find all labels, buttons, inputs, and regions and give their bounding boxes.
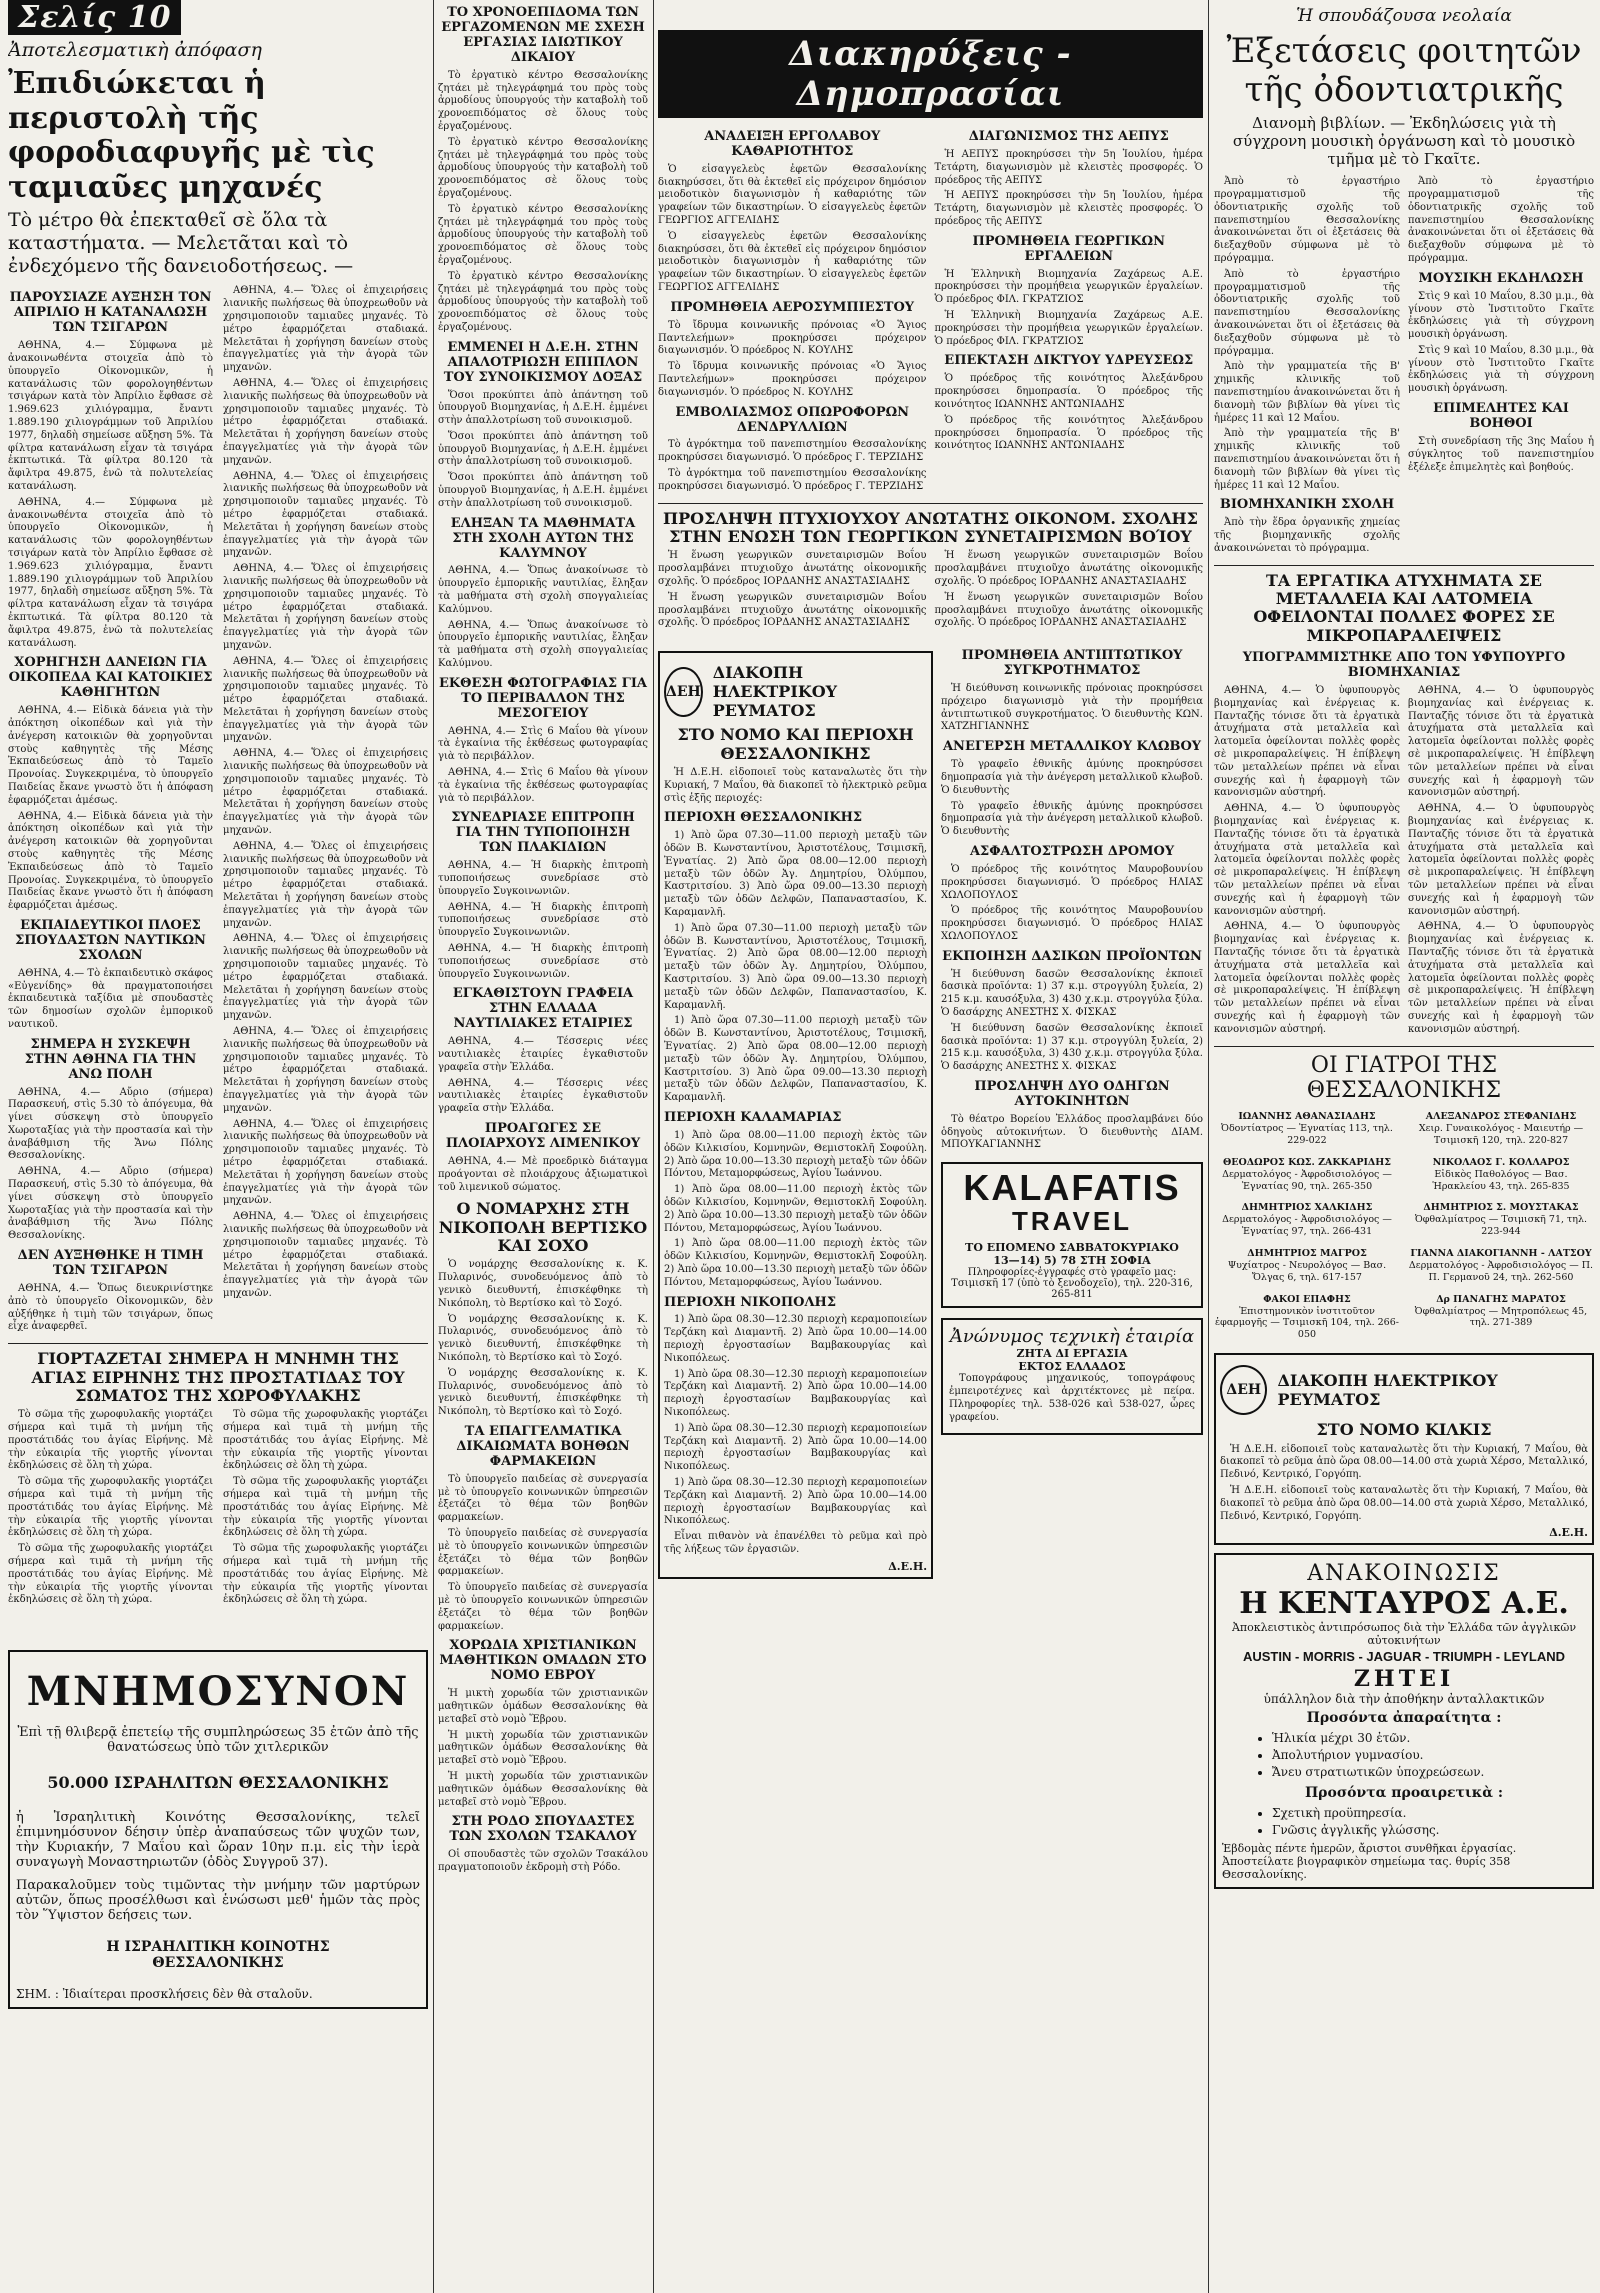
memorial-body-2: Παρακαλοῦμεν τοὺς τιμῶντας τὴν μνήμην τῶν μαρτύρων αὐτῶν, ὅπως προσέλθωσι καὶ ἑνώσωσι μεθ' ἡμῶν τὰς πρὸς τὸν Ὕψιστον δεήσεις των.	[16, 1878, 420, 1924]
memorial-signature: Η ΙΣΡΑΗΛΙΤΙΚΗ ΚΟΙΝΟΤΗΣ ΘΕΣΣΑΛΟΝΙΚΗΣ	[106, 1939, 330, 1972]
dei-notice-kilkis	[1214, 1353, 1594, 1545]
doctor-entry: ΔΗΜΗΤΡΙΟΣ ΜΑΓΡΟΣ Ψυχίατρος - Νευρολόγος — Βασ. Ὄλγας 6, τηλ. 617-157	[1227, 1248, 1387, 1283]
memorial-title: ΜΝΗΜΟΣΥΝΟΝ	[26, 1668, 410, 1716]
article-headline: ΕΓΚΑΘΙΣΤΟΥΝ ΓΡΑΦΕΙΑ ΣΤΗΝ ΕΛΛΑΔΑ ΝΑΥΤΙΛΙΑΚΕΣ ΕΤΑΙΡΙΕΣ	[452, 986, 634, 1032]
memorial-body: ἡ Ἰσραηλιτικὴ Κοινότης Θεσσαλονίκης, τελεῖ ἐπιμνημόσυνον δέησιν ὑπὲρ ἀναπαύσεως τῶν ψυχῶν των, τὴν Κυριακήν, 7 Μαΐου καὶ ὥραν 10ην π.μ. εἰς τὴν ἱερὰ συναγωγὴ Μοναστηριωτῶν (ὁδὸς Συγγροῦ 37).	[16, 1810, 420, 1871]
col5-left	[1214, 176, 1400, 558]
kalafatis-line-1: ΤΟ ΕΠΟΜΕΝΟ ΣΑΒΒΑΤΟΚΥΡΙΑΚΟ	[965, 1241, 1179, 1255]
list-item: • Ἄνευ στρατιωτικῶν ὑποχρεώσεων.	[1272, 1764, 1586, 1781]
top-right-kicker: Ἡ σπουδάζουσα νεολαία	[1296, 6, 1512, 26]
tender-text: Ἡ ΑΕΠΥΣ προκηρύσσει τὴν 5η Ἰουλίου, ἡμέρα Τετάρτη, διαγωνισμὸν μὲ κλειστὲς προσφορές. Ὁ πρόεδρος τῆς ΑΕΠΥΣ Ἡ ΑΕΠΥΣ προκηρύσσει τὴν 5η Ἰουλίου, ἡμέρα Τετάρτη, διαγωνισμὸν μὲ κλειστὲς προσφορές. Ὁ πρόεδρος τῆς ΑΕΠΥΣ	[934, 148, 1203, 227]
article-headline: ΔΕΝ ΑΥΞΗΘΗΚΕ Η ΤΙΜΗ ΤΩΝ ΤΣΙΓΑΡΩΝ	[17, 1248, 204, 1278]
article-text: ΑΘΗΝΑ, 4.— Σύμφωνα μὲ ἀνακοινωθέντα στοιχεῖα ἀπὸ τὸ ὑπουργεῖο Οἰκονομικῶν, ἡ κατανάλωσις τῶν φορολογηθέντων τσιγάρων κατὰ τὸν Ἀπρίλιο ἔφθασε σὲ 1.969.623 χιλιόγραμμα, ἔναντι 1.889.190 χιλιογράμμων τοῦ Ἀπριλίου 1977, δηλαδὴ σημείωσε αὔξηση 5%. Τὰ φίλτρα κατανάλωση εἶχαν τὰ τσιγάρα ἐκπτωτικά. Τὰ φίλτρα 80.120 τὰ ἄφιλτρα 49.875, ἐνῶ τὰ πολυτελείας κατανάλωση. ΑΘΗΝΑ, 4.— Σύμφωνα μὲ ἀνακοινωθέντα στοιχεῖα ἀπὸ τὸ ὑπουργεῖο Οἰκονομικῶν, ἡ κατανάλωσις τῶν φορολογηθέντων τσιγάρων κατὰ τὸν Ἀπρίλιο ἔφθασε σὲ 1.969.623 χιλιόγραμμα, ἔναντι 1.889.190 χιλιογράμμων τοῦ Ἀπριλίου 1977, δηλαδὴ σημείωσε αὔξηση 5%. Τὰ φίλτρα κατανάλωση εἶχαν τὰ τσιγάρα ἐκπτωτικά. Τὰ φίλτρα 80.120 τὰ ἄφιλτρα 49.875, ἐνῶ τὰ πολυτελείας κατανάλωση.	[8, 340, 213, 649]
tender-headline: ΠΡΟΜΗΘΕΙΑ ΑΝΤΙΠΤΩΤΙΚΟΥ ΣΥΓΚΡΟΤΗΜΑΤΟΣ	[961, 648, 1183, 679]
kentavros-brands: AUSTIN - MORRIS - JAGUAR - TRIUMPH - LEYLAND	[1242, 1649, 1566, 1665]
column-2	[438, 0, 648, 2293]
memorial-count: 50.000 ΙΣΡΑΗΛΙΤΩΝ ΘΕΣΣΑΛΟΝΙΚΗΣ	[47, 1773, 389, 1793]
tenders-col-c	[941, 643, 1203, 1587]
article-text: ΑΘΗΝΑ, 4.— Μὲ προεδρικὸ διάταγμα προάγονται σὲ πλοιάρχους ἀξιωματικοὶ τοῦ λιμενικοῦ σώματος.	[438, 1155, 648, 1193]
accidents-headline: ΤΑ ΕΡΓΑΤΙΚΑ ΑΤΥΧΗΜΑΤΑ ΣΕ ΜΕΤΑΛΛΕΙΑ ΚΑΙ ΛΑΤΟΜΕΙΑ ΟΦΕΙΛΟΝΤΑΙ ΠΟΛΛΕΣ ΦΟΡΕΣ ΣΕ ΜΙΚΡΟΠΑΡΑΛΕΙΨΕΙΣ	[1253, 570, 1555, 645]
dei-region-text: 1) Ἀπὸ ὥρα 08.00—11.00 περιοχὴ ἐκτὸς τῶν ὁδῶν Κιλκισίου, Κομνηνῶν, Θεμιστοκλῆ Σοφούλη. 2) Ἀπὸ ὥρα 10.00—13.30 περιοχὴ μεταξὺ τῶν ὁδῶν Πόντου, Μεταμορφώσεως, Ἀγίου Ἰωάννου. 1) Ἀπὸ ὥρα 08.00—11.00 περιοχὴ ἐκτὸς τῶν ὁδῶν Κιλκισίου, Κομνηνῶν, Θεμιστοκλῆ Σοφούλη. 2) Ἀπὸ ὥρα 10.00—13.30 περιοχὴ μεταξὺ τῶν ὁδῶν Πόντου, Μεταμορφώσεως, Ἀγίου Ἰωάννου. 1) Ἀπὸ ὥρα 08.00—11.00 περιοχὴ ἐκτὸς τῶν ὁδῶν Κιλκισίου, Κομνηνῶν, Θεμιστοκλῆ Σοφούλη. 2) Ἀπὸ ὥρα 10.00—13.30 περιοχὴ μεταξὺ τῶν ὁδῶν Πόντου, Μεταμορφώσεως, Ἀγίου Ἰωάννου.	[664, 1129, 928, 1288]
article-text: ΑΘΗΝΑ, 4.— Αὔριο (σήμερα) Παρασκευή, στὶς 5.30 τὸ ἀπόγευμα, θὰ γίνει σύσκεψη στὸ ὑπουργεῖο Χωροταξίας γιὰ τὴν προστασία καὶ τὴν ἀναβάθμιση τῆς Ἄνω Πόλης Θεσσαλονίκης. ΑΘΗΝΑ, 4.— Αὔριο (σήμερα) Παρασκευή, στὶς 5.30 τὸ ἀπόγευμα, θὰ γίνει σύσκεψη στὸ ὑπουργεῖο Χωροταξίας γιὰ τὴν προστασία καὶ τὴν ἀναβάθμιση τῆς Ἄνω Πόλης Θεσσαλονίκης.	[8, 1086, 213, 1242]
article-text: ΑΘΗΝΑ, 4.— Τὸ ἐκπαιδευτικὸ σκάφος «Εὐγενίδης» θὰ πραγματοποιήσει ἐκπαιδευτικὰ ταξίδια μὲ σπουδαστὲς τῶν δημοσίων σχολῶν ἐμπορικοῦ ναυτικοῦ.	[8, 967, 213, 1030]
article-headline: ΠΑΡΟΥΣΙΑΖΕ ΑΥΞΗΣΗ ΤΟΝ ΑΠΡΙΛΙΟ Η ΚΑΤΑΝΑΛΩΣΗ ΤΩΝ ΤΣΙΓΑΡΩΝ	[9, 290, 212, 336]
kalafatis-name: KALAFATIS	[963, 1167, 1181, 1209]
kentavros-role: ὑπάλληλον διὰ τὴν ἀποθήκην ἀνταλλακτικῶν	[1263, 1692, 1545, 1707]
tender-text: Ἡ διεύθυνση κοινωνικῆς πρόνοιας προκηρύσσει πρόχειρο διαγωνισμὸ γιὰ τὴν προμήθεια ἀντιπτωτικοῦ συγκροτήματος. Ὁ διευθυντὴς ΚΩΝ. ΧΑΤΖΗΓΙΑΝΝΗΣ	[941, 683, 1203, 733]
doctors-list	[1214, 1107, 1594, 1345]
dei-box	[658, 651, 933, 1579]
kentavros-req-list	[1232, 1730, 1586, 1780]
doctor-entry: ΔΗΜΗΤΡΙΟΣ ΧΑΛΚΙΔΗΣ Δερματολόγος - Ἀφροδισιολόγος — Ἐγνατίας 97, τηλ. 266-431	[1222, 1202, 1392, 1238]
kalafatis-travel-ad	[941, 1162, 1203, 1308]
article-text: Ἀπὸ τὸ ἐργαστήριο προγραμματισμοῦ τῆς ὀδοντιατρικῆς σχολῆς τοῦ πανεπιστημίου Θεσσαλονίκης ἀνακοινώνεται ὅτι οἱ ἐξετάσεις θὰ διεξαχθοῦν σύμφωνα μὲ τὸ πρόγραμμα. Ἀπὸ τὸ ἐργαστήριο προγραμματισμοῦ τῆς ὀδοντιατρικῆς σχολῆς τοῦ πανεπιστημίου Θεσσαλονίκης ἀνακοινώνεται ὅτι οἱ ἐξετάσεις θὰ διεξαχθοῦν σύμφωνα μὲ τὸ πρόγραμμα. Ἀπὸ τὴν γραμματεία τῆς Β' χημικῆς κλινικῆς τοῦ πανεπιστημίου ἀνακοινώνεται ὅτι ἡ διανομὴ τῶν βιβλίων θὰ γίνει τὶς ἡμέρες 11 καὶ 12 Μαΐου. Ἀπὸ τὴν γραμματεία τῆς Β' χημικῆς κλινικῆς τοῦ πανεπιστημίου ἀνακοινώνεται ὅτι ἡ διανομὴ τῶν βιβλίων θὰ γίνει τὶς ἡμέρες 11 καὶ 12 Μαΐου.	[1214, 176, 1400, 491]
article-headline: ΕΛΗΞΑΝ ΤΑ ΜΑΘΗΜΑΤΑ ΣΤΗ ΣΧΟΛΗ ΑΥΤΩΝ ΤΗΣ ΚΑΛΥΜΝΟΥ	[450, 515, 636, 561]
tenders-section	[658, 0, 1203, 2293]
col5-right	[1408, 176, 1594, 558]
dei-title: ΔΙΑΚΟΠΗ ΗΛΕΚΤΡΙΚΟΥ ΡΕΥΜΑΤΟΣ	[712, 663, 838, 721]
list-item: • Σχετικὴ προϋπηρεσία.	[1272, 1805, 1586, 1822]
article-headline: ΧΟΡΗΓΗΣΗ ΔΑΝΕΙΩΝ ΓΙΑ ΟΙΚΟΠΕΔΑ ΚΑΙ ΚΑΤΟΙΚΙΕΣ ΚΑΘΗΓΗΤΩΝ	[8, 655, 213, 701]
article-headline: ΣΗΜΕΡΑ Η ΣΥΣΚΕΨΗ ΣΤΗΝ ΑΘΗΝΑ ΓΙΑ ΤΗΝ ΑΝΩ ΠΟΛΗ	[24, 1036, 197, 1082]
tender-text: Ἡ Ἑλληνικὴ Βιομηχανία Ζαχάρεως Α.Ε. προκηρύσσει τὴν προμήθεια γεωργικῶν ἐργαλείων. Ὁ πρόεδρος ΦΙΛ. ΓΚΡΑΤΖΙΟΣ Ἡ Ἑλληνικὴ Βιομηχανία Ζαχάρεως Α.Ε. προκηρύσσει τὴν προμήθεια γεωργικῶν ἐργαλείων. Ὁ πρόεδρος ΦΙΛ. ΓΚΡΑΤΖΙΟΣ	[934, 268, 1203, 347]
tender-text: Ὁ πρόεδρος τῆς κοινότητος Μαυροβουνίου προκηρύσσει διαγωνισμό. Ὁ πρόεδρος ΗΛΙΑΣ ΧΩΛΟΠΟΥΛΟΣ Ὁ πρόεδρος τῆς κοινότητος Μαυροβουνίου προκηρύσσει διαγωνισμό. Ὁ πρόεδρος ΗΛΙΑΣ ΧΩΛΟΠΟΥΛΟΣ	[941, 863, 1203, 942]
article-text: Ἀπὸ τὸ ἐργαστήριο προγραμματισμοῦ τῆς ὀδοντιατρικῆς σχολῆς τοῦ πανεπιστημίου Θεσσαλονίκης ἀνακοινώνεται ὅτι οἱ ἐξετάσεις θὰ διεξαχθοῦν σύμφωνα μὲ τὸ πρόγραμμα.	[1408, 176, 1594, 264]
kentavros-opt-list	[1232, 1805, 1586, 1839]
article-text: ΑΘΗΝΑ, 4.— Εἰδικὰ δάνεια γιὰ τὴν ἀπόκτηση οἰκοπέδων καὶ γιὰ τὴν ἀνέγερση κατοικιῶν θὰ χορηγοῦνται στοὺς καθηγητὲς τῆς Μέσης Ἐκπαιδεύσεως ἀπὸ τὸ Ταμεῖο Προνοίας. Συγκεκριμένα, τὸ ὑπουργεῖο Παιδείας ἔκανε γνωστὸ ὅτι ἡ ἀπόφαση ἐφαρμόζεται ἀμέσως. ΑΘΗΝΑ, 4.— Εἰδικὰ δάνεια γιὰ τὴν ἀπόκτηση οἰκοπέδων καὶ γιὰ τὴν ἀνέγερση κατοικιῶν θὰ χορηγοῦνται στοὺς καθηγητὲς τῆς Μέσης Ἐκπαιδεύσεως ἀπὸ τὸ Ταμεῖο Προνοίας. Συγκεκριμένα, τὸ ὑπουργεῖο Παιδείας ἔκανε γνωστὸ ὅτι ἡ ἀπόφαση ἐφαρμόζεται ἀμέσως.	[8, 705, 213, 912]
article-text: Ἡ μικτὴ χορωδία τῶν χριστιανικῶν μαθητικῶν ὁμάδων Θεσσαλονίκης θὰ μεταβεῖ στὸ νομὸ Ἕβρου. Ἡ μικτὴ χορωδία τῶν χριστιανικῶν μαθητικῶν ὁμάδων Θεσσαλονίκης θὰ μεταβεῖ στὸ νομὸ Ἕβρου. Ἡ μικτὴ χορωδία τῶν χριστιανικῶν μαθητικῶν ὁμάδων Θεσσαλονίκης θὰ μεταβεῖ στὸ νομὸ Ἕβρου.	[438, 1688, 648, 1808]
memorial-intro: Ἐπὶ τῇ θλιβερᾷ ἐπετείῳ τῆς συμπληρώσεως 35 ἐτῶν ἀπὸ τῆς θανατώσεως ὑπὸ τῶν χιτλερικῶν	[17, 1725, 419, 1756]
article-text: Ὁ νομάρχης Θεσσαλονίκης κ. Κ. Πυλαρινός, συνοδευόμενος ἀπὸ τὸ γενικὸ διευθυντή, ἐπισκέφθηκε τὴ Νικόπολη, τὸ Βερτίσκο καὶ τὸ Σοχό. Ὁ νομάρχης Θεσσαλονίκης κ. Κ. Πυλαρινός, συνοδευόμενος ἀπὸ τὸ γενικὸ διευθυντή, ἐπισκέφθηκε τὴ Νικόπολη, τὸ Βερτίσκο καὶ τὸ Σοχό. Ὁ νομάρχης Θεσσαλονίκης κ. Κ. Πυλαρινός, συνοδευόμενος ἀπὸ τὸ γενικὸ διευθυντή, ἐπισκέφθηκε τὴ Νικόπολη, τὸ Βερτίσκο καὶ τὸ Σοχό.	[438, 1259, 648, 1418]
article-text: ΑΘΗΝΑ, 4.— Ὅλες οἱ ἐπιχειρήσεις λιανικῆς πωλήσεως θὰ ὑποχρεωθοῦν νὰ χρησιμοποιοῦν ταμιαῦες μηχανές. Τὸ μέτρο ἐφαρμόζεται σταδιακά. Μελετᾶται ἡ χορήγηση δανείων στοὺς ἐπαγγελματίες γιὰ τὴν ἀγορὰ τῶν μηχανῶν. ΑΘΗΝΑ, 4.— Ὅλες οἱ ἐπιχειρήσεις λιανικῆς πωλήσεως θὰ ὑποχρεωθοῦν νὰ χρησιμοποιοῦν ταμιαῦες μηχανές. Τὸ μέτρο ἐφαρμόζεται σταδιακά. Μελετᾶται ἡ χορήγηση δανείων στοὺς ἐπαγγελματίες γιὰ τὴν ἀγορὰ τῶν μηχανῶν. ΑΘΗΝΑ, 4.— Ὅλες οἱ ἐπιχειρήσεις λιανικῆς πωλήσεως θὰ ὑποχρεωθοῦν νὰ χρησιμοποιοῦν ταμιαῦες μηχανές. Τὸ μέτρο ἐφαρμόζεται σταδιακά. Μελετᾶται ἡ χορήγηση δανείων στοὺς ἐπαγγελματίες γιὰ τὴν ἀγορὰ τῶν μηχανῶν. ΑΘΗΝΑ, 4.— Ὅλες οἱ ἐπιχειρήσεις λιανικῆς πωλήσεως θὰ ὑποχρεωθοῦν νὰ χρησιμοποιοῦν ταμιαῦες μηχανές. Τὸ μέτρο ἐφαρμόζεται σταδιακά. Μελετᾶται ἡ χορήγηση δανείων στοὺς ἐπαγγελματίες γιὰ τὴν ἀγορὰ τῶν μηχανῶν. ΑΘΗΝΑ, 4.— Ὅλες οἱ ἐπιχειρήσεις λιανικῆς πωλήσεως θὰ ὑποχρεωθοῦν νὰ χρησιμοποιοῦν ταμιαῦες μηχανές. Τὸ μέτρο ἐφαρμόζεται σταδιακά. Μελετᾶται ἡ χορήγηση δανείων στοὺς ἐπαγγελματίες γιὰ τὴν ἀγορὰ τῶν μηχανῶν. ΑΘΗΝΑ, 4.— Ὅλες οἱ ἐπιχειρήσεις λιανικῆς πωλήσεως θὰ ὑποχρεωθοῦν νὰ χρησιμοποιοῦν ταμιαῦες μηχανές. Τὸ μέτρο ἐφαρμόζεται σταδιακά. Μελετᾶται ἡ χορήγηση δανείων στοὺς ἐπαγγελματίες γιὰ τὴν ἀγορὰ τῶν μηχανῶν. ΑΘΗΝΑ, 4.— Ὅλες οἱ ἐπιχειρήσεις λιανικῆς πωλήσεως θὰ ὑποχρεωθοῦν νὰ χρησιμοποιοῦν ταμιαῦες μηχανές. Τὸ μέτρο ἐφαρμόζεται σταδιακά. Μελετᾶται ἡ χορήγηση δανείων στοὺς ἐπαγγελματίες γιὰ τὴν ἀγορὰ τῶν μηχανῶν. ΑΘΗΝΑ, 4.— Ὅλες οἱ ἐπιχειρήσεις λιανικῆς πωλήσεως θὰ ὑποχρεωθοῦν νὰ χρησιμοποιοῦν ταμιαῦες μηχανές. Τὸ μέτρο ἐφαρμόζεται σταδιακά. Μελετᾶται ἡ χορήγηση δανείων στοὺς ἐπαγγελματίες γιὰ τὴν ἀγορὰ τῶν μηχανῶν. ΑΘΗΝΑ, 4.— Ὅλες οἱ ἐπιχειρήσεις λιανικῆς πωλήσεως θὰ ὑποχρεωθοῦν νὰ χρησιμοποιοῦν ταμιαῦες μηχανές. Τὸ μέτρο ἐφαρμόζεται σταδιακά. Μελετᾶται ἡ χορήγηση δανείων στοὺς ἐπαγγελματίες γιὰ τὴν ἀγορὰ τῶν μηχανῶν. ΑΘΗΝΑ, 4.— Ὅλες οἱ ἐπιχειρήσεις λιανικῆς πωλήσεως θὰ ὑποχρεωθοῦν νὰ χρησιμοποιοῦν ταμιαῦες μηχανές. Τὸ μέτρο ἐφαρμόζεται σταδιακά. Μελετᾶται ἡ χορήγηση δανείων στοὺς ἐπαγγελματίες γιὰ τὴν ἀγορὰ τῶν μηχανῶν. ΑΘΗΝΑ, 4.— Ὅλες οἱ ἐπιχειρήσεις λιανικῆς πωλήσεως θὰ ὑποχρεωθοῦν νὰ χρησιμοποιοῦν ταμιαῦες μηχανές. Τὸ μέτρο ἐφαρμόζεται σταδιακά. Μελετᾶται ἡ χορήγηση δανείων στοὺς ἐπαγγελματίες γιὰ τὴν ἀγορὰ τῶν μηχανῶν.	[223, 285, 428, 1299]
article-headline: ΕΚΘΕΣΗ ΦΩΤΟΓΡΑΦΙΑΣ ΓΙΑ ΤΟ ΠΕΡΙΒΑΛΛΟΝ ΤΗΣ ΜΕΣΟΓΕΙΟΥ	[438, 675, 648, 721]
article-text: ΑΘΗΝΑ, 4.— Στὶς 6 Μαΐου θὰ γίνουν τὰ ἐγκαίνια τῆς ἐκθέσεως φωτογραφίας γιὰ τὸ περιβάλλον. ΑΘΗΝΑ, 4.— Στὶς 6 Μαΐου θὰ γίνουν τὰ ἐγκαίνια τῆς ἐκθέσεως φωτογραφίας γιὰ τὸ περιβάλλον.	[438, 725, 648, 804]
kentavros-zitei: ΖΗΤΕΙ	[1353, 1666, 1455, 1693]
tenders-banner: Διακηρύξεις - Δημοπρασίαι	[658, 30, 1203, 118]
kentavros-req-heading: Προσόντα ἀπαραίτητα :	[1306, 1710, 1502, 1727]
dei-header	[1220, 1365, 1588, 1415]
kentavros-company: Η ΚΕΝΤΑΥΡΟΣ Α.Ε.	[1239, 1586, 1569, 1622]
article-headline: ΓΙΟΡΤΑΖΕΤΑΙ ΣΗΜΕΡΑ Η ΜΝΗΜΗ ΤΗΣ ΑΓΙΑΣ ΕΙΡΗΝΗΣ ΤΗΣ ΠΡΟΣΤΑΤΙΔΑΣ ΤΟΥ ΣΩΜΑΤΟΣ ΤΗΣ ΧΩΡΟΦΥΛΑΚΗΣ	[31, 1349, 405, 1405]
dei-title: ΔΙΑΚΟΠΗ ΗΛΕΚΤΡΙΚΟΥ ΡΕΥΜΑΤΟΣ	[1277, 1371, 1498, 1410]
dei-region-text: 1) Ἀπὸ ὥρα 07.30—11.00 περιοχὴ μεταξὺ τῶν ὁδῶν Β. Κωνσταντίνου, Ἀριστοτέλους, Τσιμισκῆ, Ἐγνατίας. 2) Ἀπὸ ὥρα 08.00—12.00 περιοχὴ μεταξὺ τῶν ὁδῶν Ἀγ. Δημητρίου, Ὀλύμπου, Καστριτσίου. 3) Ἀπὸ ὥρα 09.00—13.30 περιοχὴ μεταξὺ τῶν ὁδῶν Δελφῶν, Παπαναστασίου, Κ. Καραμανλῆ. 1) Ἀπὸ ὥρα 07.30—11.00 περιοχὴ μεταξὺ τῶν ὁδῶν Β. Κωνσταντίνου, Ἀριστοτέλους, Τσιμισκῆ, Ἐγνατίας. 2) Ἀπὸ ὥρα 08.00—12.00 περιοχὴ μεταξὺ τῶν ὁδῶν Ἀγ. Δημητρίου, Ὀλύμπου, Καστριτσίου. 3) Ἀπὸ ὥρα 09.00—13.30 περιοχὴ μεταξὺ τῶν ὁδῶν Δελφῶν, Παπαναστασίου, Κ. Καραμανλῆ. 1) Ἀπὸ ὥρα 07.30—11.00 περιοχὴ μεταξὺ τῶν ὁδῶν Β. Κωνσταντίνου, Ἀριστοτέλους, Τσιμισκῆ, Ἐγνατίας. 2) Ἀπὸ ὥρα 08.00—12.00 περιοχὴ μεταξὺ τῶν ὁδῶν Ἀγ. Δημητρίου, Ὀλύμπου, Καστριτσίου. 3) Ἀπὸ ὥρα 09.00—13.30 περιοχὴ μεταξὺ τῶν ὁδῶν Δελφῶν, Παπαναστασίου, Κ. Καραμανλῆ.	[664, 830, 928, 1104]
anon-title: Ἀνώνυμος τεχνικὴ ἑταιρία	[949, 1326, 1195, 1348]
doctor-entry: ΙΩΑΝΝΗΣ ΑΘΑΝΑΣΙΑΔΗΣ Ὀδοντίατρος — Ἐγνατίας 113, τηλ. 229-022	[1221, 1111, 1393, 1146]
tender-headline: ΔΙΑΓΩΝΙΣΜΟΣ ΤΗΣ ΑΕΠΥΣ	[968, 129, 1169, 144]
article-headline: Ο ΝΟΜΑΡΧΗΣ ΣΤΗ ΝΙΚΟΠΟΛΗ ΒΕΡΤΙΣΚΟ ΚΑΙ ΣΟΧΟ	[438, 1199, 648, 1256]
article-text: Τὸ ἐργατικὸ κέντρο Θεσσαλονίκης ζητάει μὲ τηλεγράφημά του πρὸς τοὺς ἁρμοδίους ὑπουργούς τὴν καταβολὴ τοῦ χρονοεπιδόματος σὲ ὅλους τοὺς ἐργαζομένους. Τὸ ἐργατικὸ κέντρο Θεσσαλονίκης ζητάει μὲ τηλεγράφημά του πρὸς τοὺς ἁρμοδίους ὑπουργούς τὴν καταβολὴ τοῦ χρονοεπιδόματος σὲ ὅλους τοὺς ἐργαζομένους. Τὸ ἐργατικὸ κέντρο Θεσσαλονίκης ζητάει μὲ τηλεγράφημά του πρὸς τοὺς ἁρμοδίους ὑπουργούς τὴν καταβολὴ τοῦ χρονοεπιδόματος σὲ ὅλους τοὺς ἐργαζομένους. Τὸ ἐργατικὸ κέντρο Θεσσαλονίκης ζητάει μὲ τηλεγράφημά του πρὸς τοὺς ἁρμοδίους ὑπουργούς τὴν καταβολὴ τοῦ χρονοεπιδόματος σὲ ὅλους τοὺς ἐργαζομένους.	[438, 69, 648, 333]
col1-right	[223, 285, 428, 1337]
article-headline: ΜΟΥΣΙΚΗ ΕΚΔΗΛΩΣΗ	[1418, 270, 1584, 286]
doctor-entry: ΓΙΑΝΝΑ ΔΙΑΚΟΓΙΑΝΝΗ - ΛΑΤΣΟΥ Δερματολόγος - Ἀφροδισιολόγος — Π. Π. Γερμανοῦ 24, τηλ. 262-560	[1408, 1248, 1594, 1283]
col1-left	[8, 285, 213, 1337]
doctor-entry: ΘΕΟΔΩΡΟΣ ΚΩΣ. ΖΑΚΚΑΡΙΔΗΣ Δερματολόγος - Ἀφροδισιολόγος — Ἐγνατίας 90, τηλ. 265-350	[1222, 1156, 1392, 1192]
article-headline: ΒΙΟΜΗΧΑΝΙΚΗ ΣΧΟΛΗ	[1219, 497, 1395, 513]
dei-logo-icon: ΔΕΗ	[664, 667, 703, 717]
tender-headline: ΠΡΟΜΗΘΕΙΑ ΓΕΩΡΓΙΚΩΝ ΕΡΓΑΛΕΙΩΝ	[972, 233, 1166, 264]
list-item: • Ἡλικία μέχρι 30 ἐτῶν.	[1272, 1730, 1586, 1747]
students-deck: Διανομὴ βιβλίων. — Ἐκδηλώσεις γιὰ τὴ σύγχρονη μουσικὴ ὀργάνωση καὶ τὸ μουσικὸ τμῆμα μὲ τὸ Γκαῖτε.	[1232, 114, 1576, 169]
article-text: ΑΘΗΝΑ, 4.— Ὅπως διευκρινίστηκε ἀπὸ τὸ ὑπουργεῖο Οἰκονομικῶν, δὲν αὐξήθηκε ἡ τιμὴ τῶν τσιγάρων, ὅπως εἶχε ἀναφερθεῖ.	[8, 1282, 213, 1333]
article-headline: ΕΠΙΜΕΛΗΤΕΣ ΚΑΙ ΒΟΗΘΟΙ	[1433, 401, 1569, 432]
tender-headline: ΑΝΑΔΕΙΞΗ ΕΡΓΟΛΑΒΟΥ ΚΑΘΑΡΙΟΤΗΤΟΣ	[704, 129, 881, 159]
dei-intro: Ἡ Δ.Ε.Η. εἰδοποιεῖ τοὺς καταναλωτὲς ὅτι τὴν Κυριακή, 7 Μαΐου, θὰ διακοπεῖ τὸ ἠλεκτρικὸ ρεῦμα στὶς ἑξῆς περιοχές:	[664, 766, 928, 804]
memorial-note: ΣΗΜ. : Ἰδιαίτεραι προσκλήσεις δὲν θὰ σταλοῦν.	[16, 1987, 313, 2002]
article-text: ΑΘΗΝΑ, 4.— Ὁ ὑφυπουργὸς βιομηχανίας καὶ ἐνέργειας κ. Πανταζῆς τόνισε ὅτι τὰ ἐργατικὰ ἀτυχήματα στὰ μεταλλεῖα καὶ λατομεῖα ὀφείλονται πολλὲς φορὲς σὲ μικροπαραλείψεις. Ἡ ἐπίβλεψη τῶν μεταλλείων πρέπει νὰ εἶναι συνεχής καὶ ἡ ἐφαρμογὴ τῶν κανονισμῶν αὐστηρή. ΑΘΗΝΑ, 4.— Ὁ ὑφυπουργὸς βιομηχανίας καὶ ἐνέργειας κ. Πανταζῆς τόνισε ὅτι τὰ ἐργατικὰ ἀτυχήματα στὰ μεταλλεῖα καὶ λατομεῖα ὀφείλονται πολλὲς φορὲς σὲ μικροπαραλείψεις. Ἡ ἐπίβλεψη τῶν μεταλλείων πρέπει νὰ εἶναι συνεχής καὶ ἡ ἐφαρμογὴ τῶν κανονισμῶν αὐστηρή. ΑΘΗΝΑ, 4.— Ὁ ὑφυπουργὸς βιομηχανίας καὶ ἐνέργειας κ. Πανταζῆς τόνισε ὅτι τὰ ἐργατικὰ ἀτυχήματα στὰ μεταλλεῖα καὶ λατομεῖα ὀφείλονται πολλὲς φορὲς σὲ μικροπαραλείψεις. Ἡ ἐπίβλεψη τῶν μεταλλείων πρέπει νὰ εἶναι συνεχής καὶ ἡ ἐφαρμογὴ τῶν κανονισμῶν αὐστηρή.	[1408, 685, 1594, 1035]
article-text: Τὸ σῶμα τῆς χωροφυλακῆς γιορτάζει σήμερα καὶ τιμᾶ τὴ μνήμη τῆς προστάτιδάς του ἁγίας Εἰρήνης. Μὲ τὴν εὐκαιρία τῆς γιορτῆς γίνονται ἐκδηλώσεις σὲ ὅλη τὴ χώρα. Τὸ σῶμα τῆς χωροφυλακῆς γιορτάζει σήμερα καὶ τιμᾶ τὴ μνήμη τῆς προστάτιδάς του ἁγίας Εἰρήνης. Μὲ τὴν εὐκαιρία τῆς γιορτῆς γίνονται ἐκδηλώσεις σὲ ὅλη τὴ χώρα. Τὸ σῶμα τῆς χωροφυλακῆς γιορτάζει σήμερα καὶ τιμᾶ τὴ μνήμη τῆς προστάτιδάς του ἁγίας Εἰρήνης. Μὲ τὴν εὐκαιρία τῆς γιορτῆς γίνονται ἐκδηλώσεις σὲ ὅλη τὴ χώρα.	[8, 1409, 213, 1606]
dei-notice-thessaloniki	[658, 643, 933, 1587]
dei-header	[664, 663, 927, 720]
dei-region: ΠΕΡΙΟΧΗ ΝΙΚΟΠΟΛΗΣ	[664, 1294, 837, 1310]
article-text: Στὶς 9 καὶ 10 Μαΐου, 8.30 μ.μ., θὰ γίνουν στὸ Ἰνστιτοῦτο Γκαῖτε ἐκδηλώσεις γιὰ τὴ σύγχρονη μουσικὴ ὀργάνωση. Στὶς 9 καὶ 10 Μαΐου, 8.30 μ.μ., θὰ γίνουν στὸ Ἰνστιτοῦτο Γκαῖτε ἐκδηλώσεις γιὰ τὴ σύγχρονη μουσικὴ ὀργάνωση.	[1408, 290, 1594, 395]
doctor-entry: Δρ ΠΑΝΑΓΗΣ ΜΑΡΑΤΟΣ Ὀφθαλμίατρος — Μητροπόλεως 45, τηλ. 271-389	[1414, 1293, 1588, 1329]
article-headline: ΤΟ ΧΡΟΝΟΕΠΙΔΟΜΑ ΤΩΝ ΕΡΓΑΖΟΜΕΝΩΝ ΜΕ ΣΧΕΣΗ ΕΡΓΑΣΙΑΣ ΙΔΙΩΤΙΚΟΥ ΔΙΚΑΙΟΥ	[441, 5, 645, 65]
column-5	[1214, 0, 1594, 2293]
lead-headline: Ἐπιδιώκεται ἡ περιστολὴ τῆς φοροδιαφυγῆς μὲ τὶς ταμιαῦες μηχανές	[8, 66, 375, 205]
dei-signature: Δ.Ε.Η.	[1549, 1526, 1588, 1540]
tender-text: Ὁ πρόεδρος τῆς κοινότητος Ἀλεξάνδρου προκηρύσσει δημοπρασία. Ὁ πρόεδρος τῆς κοινότητος ΙΩΑΝΝΗΣ ΑΝΤΩΝΙΑΔΗΣ Ὁ πρόεδρος τῆς κοινότητος Ἀλεξάνδρου προκηρύσσει δημοπρασία. Ὁ πρόεδρος τῆς κοινότητος ΙΩΑΝΝΗΣ ΑΝΤΩΝΙΑΔΗΣ	[934, 373, 1203, 452]
lead-deck: Τὸ μέτρο θὰ ἐπεκταθεῖ σὲ ὅλα τὰ καταστήματα. — Μελετᾶται καὶ τὸ ἐνδεχόμενο τῆς δανειοδοτήσεως. —	[8, 209, 354, 277]
dei-region: ΠΕΡΙΟΧΗ ΚΑΛΑΜΑΡΙΑΣ	[664, 1110, 842, 1126]
article-text: Στὴ συνεδρίαση τῆς 3ης Μαΐου ἡ σύγκλητος τοῦ πανεπιστημίου ἐξέλεξε ἐπιμελητὲς καὶ βοηθούς.	[1408, 435, 1594, 473]
dei-body: Ἡ Δ.Ε.Η. εἰδοποιεῖ τοὺς καταναλωτὲς ὅτι τὴν Κυριακή, 7 Μαΐου, θὰ διακοπεῖ τὸ ρεῦμα ἀπὸ ὥρα 08.00—14.00 στὰ χωριὰ Χέρσο, Μεταλλικό, Πεδινό, Κεντρικό, Γοργόπη. Ἡ Δ.Ε.Η. εἰδοποιεῖ τοὺς καταναλωτὲς ὅτι τὴν Κυριακή, 7 Μαΐου, θὰ διακοπεῖ τὸ ρεῦμα ἀπὸ ὥρα 08.00—14.00 στὰ χωριὰ Χέρσο, Μεταλλικό, Πεδινό, Κεντρικό, Γοργόπη.	[1220, 1443, 1588, 1522]
tender-headline: ΑΣΦΑΛΤΟΣΤΡΩΣΗ ΔΡΟΜΟΥ	[969, 843, 1175, 859]
list-item: • Γνῶσις ἀγγλικῆς γλώσσης.	[1272, 1822, 1586, 1839]
article-headline: ΤΑ ΕΠΑΓΓΕΛΜΑΤΙΚΑ ΔΙΚΑΙΩΜΑΤΑ ΒΟΗΘΩΝ ΦΑΡΜΑΚΕΙΩΝ	[456, 1424, 630, 1469]
dei-region-text: 1) Ἀπὸ ὥρα 08.30—12.30 περιοχὴ κεραμοποιείων Τερζάκη καὶ Διαμαντῆ. 2) Ἀπὸ ὥρα 10.00—14.00 περιοχὴ ἐργοστασίων Βαμβακουργίας καὶ Νικοπόλεως. 1) Ἀπὸ ὥρα 08.30—12.30 περιοχὴ κεραμοποιείων Τερζάκη καὶ Διαμαντῆ. 2) Ἀπὸ ὥρα 10.00—14.00 περιοχὴ ἐργοστασίων Βαμβακουργίας καὶ Νικοπόλεως. 1) Ἀπὸ ὥρα 08.30—12.30 περιοχὴ κεραμοποιείων Τερζάκη καὶ Διαμαντῆ. 2) Ἀπὸ ὥρα 10.00—14.00 περιοχὴ ἐργοστασίων Βαμβακουργίας καὶ Νικοπόλεως. 1) Ἀπὸ ὥρα 08.30—12.30 περιοχὴ κεραμοποιείων Τερζάκη καὶ Διαμαντῆ. 2) Ἀπὸ ὥρα 10.00—14.00 περιοχὴ ἐργοστασίων Βαμβακουργίας καὶ Νικοπόλεως.	[664, 1314, 928, 1527]
anon-subtitle: ΖΗΤΑ ΔΙ ΕΡΓΑΣΙΑ	[1016, 1347, 1128, 1361]
kentavros-ad	[1214, 1553, 1594, 1889]
article-headline: ΕΜΜΕΝΕΙ Η Δ.Ε.Η. ΣΤΗΝ ΑΠΑΛΟΤΡΙΩΣΗ ΕΠΙΠΛΟΝ ΤΟΥ ΣΥΝΟΙΚΙΣΜΟΥ ΔΟΞΑΣ	[443, 339, 643, 385]
article-text: ΑΘΗΝΑ, 4.— Ἡ διαρκὴς ἐπιτροπὴ τυποποιήσεως συνεδρίασε στὸ ὑπουργεῖο Συγκοινωνιῶν. ΑΘΗΝΑ, 4.— Ἡ διαρκὴς ἐπιτροπὴ τυποποιήσεως συνεδρίασε στὸ ὑπουργεῖο Συγκοινωνιῶν. ΑΘΗΝΑ, 4.— Ἡ διαρκὴς ἐπιτροπὴ τυποποιήσεως συνεδρίασε στὸ ὑπουργεῖο Συγκοινωνιῶν.	[438, 860, 648, 980]
tender-headline: ΠΡΟΣΛΗΨΗ ΠΤΥΧΙΟΥΧΟΥ ΑΝΩΤΑΤΗΣ ΟΙΚΟΝΟΜ. ΣΧΟΛΗΣ ΣΤΗΝ ΕΝΩΣΗ ΤΩΝ ΓΕΩΡΓΙΚΩΝ ΣΥΝΕΤΑΙΡΙΣΜΩΝ ΒΟΊΟΥ	[663, 508, 1198, 547]
article-text: Τὸ ὑπουργεῖο παιδείας σὲ συνεργασία μὲ τὸ ὑπουργεῖο κοινωνικῶν ὑπηρεσιῶν ἐξετάζει τὸ θέμα τῶν βοηθῶν φαρμακείων. Τὸ ὑπουργεῖο παιδείας σὲ συνεργασία μὲ τὸ ὑπουργεῖο κοινωνικῶν ὑπηρεσιῶν ἐξετάζει τὸ θέμα τῶν βοηθῶν φαρμακείων. Τὸ ὑπουργεῖο παιδείας σὲ συνεργασία μὲ τὸ ὑπουργεῖο κοινωνικῶν ὑπηρεσιῶν ἐξετάζει τὸ θέμα τῶν βοηθῶν φαρμακείων.	[438, 1473, 648, 1632]
article-headline: ΣΤΗ ΡΟΔΟ ΣΠΟΥΔΑΣΤΕΣ ΤΩΝ ΣΧΟΛΩΝ ΤΣΑΚΑΛΟΥ	[449, 1814, 637, 1845]
tenders-col-a	[658, 124, 927, 497]
tender-text: Ἡ ἕνωση γεωργικῶν συνεταιρισμῶν Βοΐου προσλαμβάνει πτυχιοῦχο ἀνωτάτης οἰκονομικῆς σχολῆς. Ὁ πρόεδρος ΙΟΡΔΑΝΗΣ ΑΝΑΣΤΑΣΙΑΔΗΣ Ἡ ἕνωση γεωργικῶν συνεταιρισμῶν Βοΐου προσλαμβάνει πτυχιοῦχο ἀνωτάτης οἰκονομικῆς σχολῆς. Ὁ πρόεδρος ΙΟΡΔΑΝΗΣ ΑΝΑΣΤΑΣΙΑΔΗΣ	[934, 550, 1203, 629]
dei-signature: Δ.Ε.Η.	[888, 1559, 928, 1573]
anon-company-ad	[941, 1318, 1203, 1435]
article-text: ΑΘΗΝΑ, 4.— Ὅπως ἀνακοίνωσε τὸ ὑπουργεῖο ἐμπορικῆς ναυτιλίας, ἔληξαν τὰ μαθήματα στὴ σχολὴ σπογγαλιείας Καλύμνου. ΑΘΗΝΑ, 4.— Ὅπως ἀνακοίνωσε τὸ ὑπουργεῖο ἐμπορικῆς ναυτιλίας, ἔληξαν τὰ μαθήματα στὴ σχολὴ σπογγαλιείας Καλύμνου.	[438, 565, 648, 670]
article-headline: ΠΡΟΑΓΩΓΕΣ ΣΕ ΠΛΟΙΑΡΧΟΥΣ ΛΙΜΕΝΙΚΟΥ	[445, 1121, 641, 1151]
article-text: ΑΘΗΝΑ, 4.— Τέσσερις νέες ναυτιλιακὲς ἑταιρίες ἐγκαθιστοῦν γραφεῖα στὴν Ἑλλάδα. ΑΘΗΝΑ, 4.— Τέσσερις νέες ναυτιλιακὲς ἑταιρίες ἐγκαθιστοῦν γραφεῖα στὴν Ἑλλάδα.	[438, 1036, 648, 1115]
article-text: ΑΘΗΝΑ, 4.— Ὁ ὑφυπουργὸς βιομηχανίας καὶ ἐνέργειας κ. Πανταζῆς τόνισε ὅτι τὰ ἐργατικὰ ἀτυχήματα στὰ μεταλλεῖα καὶ λατομεῖα ὀφείλονται πολλὲς φορὲς σὲ μικροπαραλείψεις. Ἡ ἐπίβλεψη τῶν μεταλλείων πρέπει νὰ εἶναι συνεχής καὶ ἡ ἐφαρμογὴ τῶν κανονισμῶν αὐστηρή. ΑΘΗΝΑ, 4.— Ὁ ὑφυπουργὸς βιομηχανίας καὶ ἐνέργειας κ. Πανταζῆς τόνισε ὅτι τὰ ἐργατικὰ ἀτυχήματα στὰ μεταλλεῖα καὶ λατομεῖα ὀφείλονται πολλὲς φορὲς σὲ μικροπαραλείψεις. Ἡ ἐπίβλεψη τῶν μεταλλείων πρέπει νὰ εἶναι συνεχής καὶ ἡ ἐφαρμογὴ τῶν κανονισμῶν αὐστηρή. ΑΘΗΝΑ, 4.— Ὁ ὑφυπουργὸς βιομηχανίας καὶ ἐνέργειας κ. Πανταζῆς τόνισε ὅτι τὰ ἐργατικὰ ἀτυχήματα στὰ μεταλλεῖα καὶ λατομεῖα ὀφείλονται πολλὲς φορὲς σὲ μικροπαραλείψεις. Ἡ ἐπίβλεψη τῶν μεταλλείων πρέπει νὰ εἶναι συνεχής καὶ ἡ ἐφαρμογὴ τῶν κανονισμῶν αὐστηρή.	[1214, 685, 1400, 1035]
doctors-headline: ΟΙ ΓΙΑΤΡΟΙ ΤΗΣ ΘΕΣΣΑΛΟΝΙΚΗΣ	[1306, 1052, 1502, 1103]
dei-region: ΠΕΡΙΟΧΗ ΘΕΣΣΑΛΟΝΙΚΗΣ	[664, 810, 863, 826]
masthead: Σελίς 10	[8, 0, 181, 35]
tenders-col-b	[935, 124, 1204, 497]
students-headline: Ἐξετάσεις φοιτητῶν τῆς ὀδοντιατρικῆς	[1226, 31, 1582, 111]
kentavros-heading: ΑΝΑΚΟΙΝΩΣΙΣ	[1307, 1561, 1501, 1587]
accidents-subhead: ΥΠΟΓΡΑΜΜΙΣΤΗΚΕ ΑΠΟ ΤΟΝ ΥΦΥΠΟΥΡΓΟ ΒΙΟΜΗΧΑΝΙΑΣ	[1242, 650, 1566, 681]
tender-text: Τὸ ἴδρυμα κοινωνικῆς πρόνοιας «Ὁ Ἅγιος Παντελεήμων» προκηρύσσει πρόχειρον διαγωνισμόν. Ὁ πρόεδρος Ν. ΚΟΥΛΗΣ Τὸ ἴδρυμα κοινωνικῆς πρόνοιας «Ὁ Ἅγιος Παντελεήμων» προκηρύσσει πρόχειρον διαγωνισμόν. Ὁ πρόεδρος Ν. ΚΟΥΛΗΣ	[658, 319, 927, 398]
tender-text: Ὁ εἰσαγγελεὺς ἐφετῶν Θεσσαλονίκης διακηρύσσει, ὅτι θὰ ἐκτεθεῖ εἰς πρόχειρον δημόσιον μειοδοτικὸν διαγωνισμὸν ἡ καθαριότης τῶν γραφείων τῶν δικαστηρίων. Ὁ εἰσαγγελεὺς ἐφετῶν ΓΕΩΡΓΙΟΣ ΑΓΓΕΛΙΔΗΣ Ὁ εἰσαγγελεὺς ἐφετῶν Θεσσαλονίκης διακηρύσσει, ὅτι θὰ ἐκτεθεῖ εἰς πρόχειρον δημόσιον μειοδοτικὸν διαγωνισμὸν ἡ καθαριότης τῶν γραφείων τῶν δικαστηρίων. Ὁ εἰσαγγελεὺς ἐφετῶν ΓΕΩΡΓΙΟΣ ΑΓΓΕΛΙΔΗΣ	[658, 163, 927, 294]
kentavros-opt-heading: Προσόντα προαιρετικὰ :	[1304, 1784, 1504, 1801]
article-headline: ΧΟΡΩΔΙΑ ΧΡΙΣΤΙΑΝΙΚΩΝ ΜΑΘΗΤΙΚΩΝ ΟΜΑΔΩΝ ΣΤΟ ΝΟΜΟ ΕΒΡΟΥ	[439, 1638, 647, 1684]
article-text: Οἱ σπουδαστὲς τῶν σχολῶν Τσακάλου πραγματοποιοῦν ἐκδρομὴ στὴ Ρόδο.	[438, 1849, 648, 1874]
article-headline: ΣΥΝΕΔΡΙΑΣΕ ΕΠΙΤΡΟΠΗ ΓΙΑ ΤΗΝ ΤΥΠΟΠΟΙΗΣΗ ΤΩΝ ΠΛΑΚΙΔΙΩΝ	[451, 810, 635, 856]
tender-headline: ΠΡΟΣΛΗΨΗ ΔΥΟ ΟΔΗΓΩΝ ΑΥΤΟΚΙΝΗΤΩΝ	[974, 1079, 1170, 1109]
tender-text: Ἡ διεύθυνση δασῶν Θεσσαλονίκης ἐκποιεῖ δασικὰ προϊόντα: 1) 37 κ.μ. στρογγύλη ξυλεία, 2) 215 κ.μ. καυσόξυλα, 3) 430 χ.κ.μ. στρογγύλα ξύλα. Ὁ δασάρχης ΑΝΕΣΤΗΣ Χ. ΦΙΣΚΑΣ Ἡ διεύθυνση δασῶν Θεσσαλονίκης ἐκποιεῖ δασικὰ προϊόντα: 1) 37 κ.μ. στρογγύλη ξυλεία, 2) 215 κ.μ. καυσόξυλα, 3) 430 χ.κ.μ. στρογγύλα ξύλα. Ὁ δασάρχης ΑΝΕΣΤΗΣ Χ. ΦΙΣΚΑΣ	[941, 968, 1203, 1073]
lead-kicker: Ἀποτελεσματικὴ ἀπόφαση	[8, 39, 262, 61]
tender-text: Τὸ γραφεῖο ἐθνικῆς ἀμύνης προκηρύσσει δημοπρασία γιὰ τὴν ἀνέγερση μεταλλικοῦ κλωβοῦ. Ὁ διευθυντὴς Τὸ γραφεῖο ἐθνικῆς ἀμύνης προκηρύσσει δημοπρασία γιὰ τὴν ἀνέγερση μεταλλικοῦ κλωβοῦ. Ὁ διευθυντὴς	[941, 759, 1203, 838]
anon-body: Τοπογράφους μηχανικούς, τοπογράφους ἐμπειροτέχνες καὶ ἀρχιτέκτονες μὲ πείρα. Πληροφορίες τηλ. 538-026 καὶ 538-027, ὧρες γραφείου.	[949, 1373, 1195, 1423]
kalafatis-sub: TRAVEL	[1011, 1206, 1133, 1237]
kentavros-desc: Ἀποκλειστικὸς ἀντιπρόσωπος διὰ τὴν Ἑλλάδα τῶν ἀγγλικῶν αὐτοκινήτων	[1231, 1621, 1577, 1648]
tender-headline: ΕΠΕΚΤΑΣΗ ΔΙΚΤΥΟΥ ΥΔΡΕΥΣΕΩΣ	[944, 353, 1194, 369]
column-1	[8, 0, 428, 2293]
doctor-entry: ΑΛΕΞΑΝΔΡΟΣ ΣΤΕΦΑΝΙΔΗΣ Χειρ. Γυναικολόγος - Μαιευτήρ — Τσιμισκῆ 120, τηλ. 220-827	[1418, 1111, 1584, 1146]
doctor-entry: ΝΙΚΟΛΑΟΣ Γ. ΚΟΛΛΑΡΟΣ Εἰδικὸς Παθολόγος — Βασ. Ἡρακλείου 43, τηλ. 265-835	[1432, 1156, 1570, 1192]
article-text: Ἀπὸ τὴν ἕδρα ὀργανικῆς χημείας τῆς βιομηχανικῆς σχολῆς ἀνακοινώνεται τὸ πρόγραμμα.	[1214, 517, 1400, 554]
article-text: Ὅσοι προκύπτει ἀπὸ ἀπάντηση τοῦ ὑπουργοῦ Βιομηχανίας, ἡ Δ.Ε.Η. ἐμμένει στὴν ἀπαλλοτρίωση τοῦ συνοικισμοῦ. Ὅσοι προκύπτει ἀπὸ ἀπάντηση τοῦ ὑπουργοῦ Βιομηχανίας, ἡ Δ.Ε.Η. ἐμμένει στὴν ἀπαλλοτρίωση τοῦ συνοικισμοῦ. Ὅσοι προκύπτει ἀπὸ ἀπάντηση τοῦ ὑπουργοῦ Βιομηχανίας, ἡ Δ.Ε.Η. ἐμμένει στὴν ἀπαλλοτρίωση τοῦ συνοικισμοῦ.	[438, 389, 648, 509]
kalafatis-body: Πληροφορίες-ἐγγραφές στὸ γραφεῖο μας: Τσιμισκῆ 17 (ὑπὸ τὸ ξενοδοχεῖο), τηλ. 220-316, 265-811	[951, 1267, 1193, 1301]
kentavros-footer: Ἑβδομὰς πέντε ἡμερῶν, ἄριστοι συνθῆκαι ἐργασίας. Ἀποστείλατε βιογραφικὸν σημείωμα τας. θυρίς 358 Θεσσαλονίκης.	[1222, 1842, 1517, 1882]
dei-logo-icon: ΔΕΗ	[1220, 1365, 1267, 1415]
article-headline: ΕΚΠΑΙΔΕΥΤΙΚΟΙ ΠΛΟΕΣ ΣΠΟΥΔΑΣΤΩΝ ΝΑΥΤΙΚΩΝ ΣΧΟΛΩΝ	[15, 917, 206, 963]
dei-closing: Εἶναι πιθανὸν νὰ ἐπανέλθει τὸ ρεῦμα καὶ πρὸ τῆς λήξεως τῶν ἐργασιῶν.	[664, 1531, 928, 1556]
tender-headline: ΕΜΒΟΛΙΑΣΜΟΣ ΟΠΩΡΟΦΟΡΩΝ ΔΕΝΔΡΥΛΛΙΩΝ	[675, 404, 910, 435]
article-text: Τὸ σῶμα τῆς χωροφυλακῆς γιορτάζει σήμερα καὶ τιμᾶ τὴ μνήμη τῆς προστάτιδάς του ἁγίας Εἰρήνης. Μὲ τὴν εὐκαιρία τῆς γιορτῆς γίνονται ἐκδηλώσεις σὲ ὅλη τὴ χώρα. Τὸ σῶμα τῆς χωροφυλακῆς γιορτάζει σήμερα καὶ τιμᾶ τὴ μνήμη τῆς προστάτιδάς του ἁγίας Εἰρήνης. Μὲ τὴν εὐκαιρία τῆς γιορτῆς γίνονται ἐκδηλώσεις σὲ ὅλη τὴ χώρα. Τὸ σῶμα τῆς χωροφυλακῆς γιορτάζει σήμερα καὶ τιμᾶ τὴ μνήμη τῆς προστάτιδάς του ἁγίας Εἰρήνης. Μὲ τὴν εὐκαιρία τῆς γιορτῆς γίνονται ἐκδηλώσεις σὲ ὅλη τὴ χώρα.	[223, 1409, 428, 1606]
tender-headline: ΕΚΠΟΙΗΣΗ ΔΑΣΙΚΩΝ ΠΡΟΪΟΝΤΩΝ	[942, 948, 1202, 964]
kalafatis-line-2: 13—14) 5) 78 ΣΤΗ ΣΟΦΙΑ	[993, 1254, 1151, 1268]
tender-headline: ΑΝΕΓΕΡΣΗ ΜΕΤΑΛΛΙΚΟΥ ΚΛΩΒΟΥ	[942, 739, 1202, 755]
list-item: • Ἀπολυτήριον γυμνασίου.	[1272, 1747, 1586, 1764]
tender-text: Ἡ ἕνωση γεωργικῶν συνεταιρισμῶν Βοΐου προσλαμβάνει πτυχιοῦχο ἀνωτάτης οἰκονομικῆς σχολῆς. Ὁ πρόεδρος ΙΟΡΔΑΝΗΣ ΑΝΑΣΤΑΣΙΑΔΗΣ Ἡ ἕνωση γεωργικῶν συνεταιρισμῶν Βοΐου προσλαμβάνει πτυχιοῦχο ἀνωτάτης οἰκονομικῆς σχολῆς. Ὁ πρόεδρος ΙΟΡΔΑΝΗΣ ΑΝΑΣΤΑΣΙΑΔΗΣ	[658, 550, 927, 629]
doctor-entry: ΦΑΚΟΙ ΕΠΑΦΗΣ Ἐπιστημονικὸν ἰνστιτοῦτον ἐφαρμογῆς — Τσιμισκῆ 104, τηλ. 266-050	[1215, 1293, 1399, 1341]
dei-area: ΣΤΟ ΝΟΜΟ ΚΙΛΚΙΣ	[1316, 1420, 1492, 1440]
doctor-entry: ΔΗΜΗΤΡΙΟΣ Σ. ΜΟΥΣΤΑΚΑΣ Ὀφθαλμίατρος — Τσιμισκῆ 71, τηλ. 223-944	[1414, 1202, 1588, 1238]
dei-area: ΣΤΟ ΝΟΜΟ ΚΑΙ ΠΕΡΙΟΧΗ ΘΕΣΣΑΛΟΝΙΚΗΣ	[677, 725, 914, 763]
memorial-notice	[8, 1650, 428, 2009]
tender-text: Τὸ θέατρο Βορείου Ἑλλάδος προσλαμβάνει δύο ὁδηγοὺς αὐτοκινήτων. Ὁ διευθυντὴς ΔΙΑΜ. ΜΠΟΥΚΑΓΙΑΝΝΗΣ	[941, 1113, 1203, 1151]
anon-subtitle-2: ΕΚΤΟΣ ΕΛΛΑΔΟΣ	[1018, 1360, 1126, 1374]
tender-text: Τὸ ἀγρόκτημα τοῦ πανεπιστημίου Θεσσαλονίκης προκηρύσσει διαγωνισμό. Ὁ πρόεδρος Γ. ΤΕΡΖΙΔΗΣ Τὸ ἀγρόκτημα τοῦ πανεπιστημίου Θεσσαλονίκης προκηρύσσει διαγωνισμό. Ὁ πρόεδρος Γ. ΤΕΡΖΙΔΗΣ	[658, 439, 927, 492]
tender-headline: ΠΡΟΜΗΘΕΙΑ ΑΕΡΟΣΥΜΠΙΕΣΤΟΥ	[670, 299, 915, 315]
